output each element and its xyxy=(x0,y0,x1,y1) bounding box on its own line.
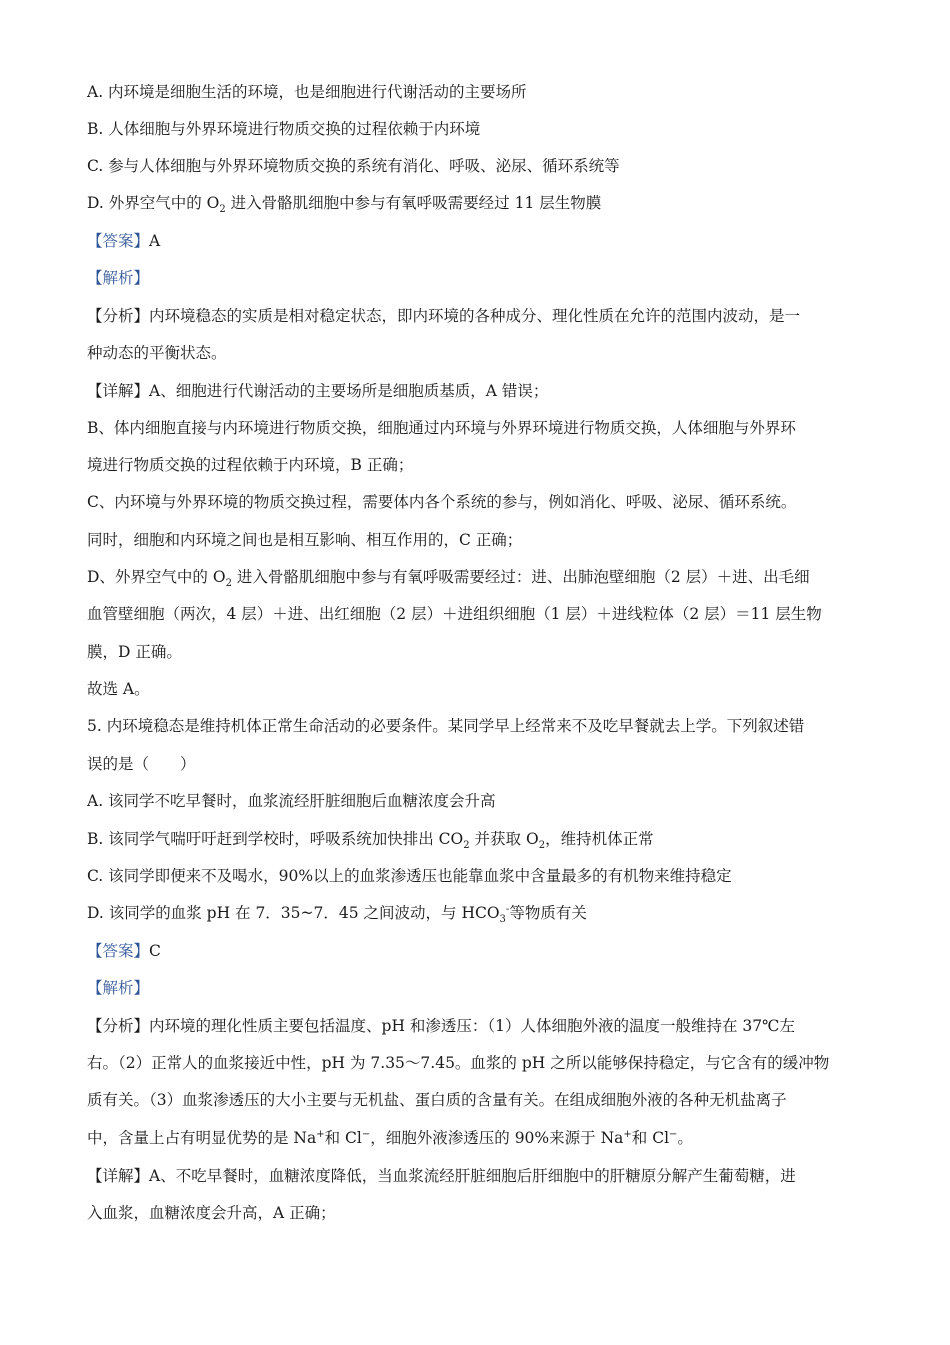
q4-jiexi xyxy=(87,268,149,288)
answer-tag: 【答案】 xyxy=(87,232,150,250)
q5-stem-line-1: 5. 内环境稳态是维持机体正常生命活动的必要条件。某同学早上经常来不及吃早餐就去上学。下列叙述错 xyxy=(87,717,805,735)
q4-detail-d3: 膜，D 正确。 xyxy=(87,643,182,661)
q4-option-a: A. 内环境是细胞生活的环境，也是细胞进行代谢活动的主要场所 xyxy=(87,83,527,101)
fenxi-tag: 【分析】 xyxy=(87,1017,150,1035)
q4-detail-d2: 血管壁细胞（两次，4 层）＋进、出红细胞（2 层）＋进组织细胞（1 层）＋进线粒体（2 层）＝11 层生物 xyxy=(87,605,822,623)
q4-detail-c2: 同时，细胞和内环境之间也是相互影响、相互作用的，C 正确； xyxy=(87,531,523,549)
fenxi-tag: 【分析】 xyxy=(87,307,150,325)
q5-fenxi-line-1: 【分析】内环境的理化性质主要包括温度、pH 和渗透压：（1）人体细胞外液的温度一般维持在 37℃左 xyxy=(87,1017,795,1035)
q4-detail-b1: B、体内细胞直接与内环境进行物质交换，细胞通过内环境与外界环境进行物质交换，人体细胞与外界环 xyxy=(87,419,796,437)
q5-option-a: A. 该同学不吃早餐时，血浆流经肝脏细胞后血糖浓度会升高 xyxy=(87,792,496,810)
q4-answer: 【答案】A xyxy=(87,232,161,250)
q4-detail-c1: C、内环境与外界环境的物质交换过程，需要体内各个系统的参与，例如消化、呼吸、泌尿、循环系统。 xyxy=(87,493,797,511)
q4-detail-b2: 境进行物质交换的过程依赖于内环境，B 正确； xyxy=(87,456,414,474)
answer-tag: 【答案】 xyxy=(87,942,150,960)
q4-conclusion: 故选 A。 xyxy=(87,680,150,698)
q4-option-c: C. 参与人体细胞与外界环境物质交换的系统有消化、呼吸、泌尿、循环系统等 xyxy=(87,157,620,175)
q4-option-d: D. 外界空气中的 $O_2$ 进入骨骼肌细胞中参与有氧呼吸需要经过 11 层生物膜 xyxy=(87,194,602,216)
q4-detail-a: 【详解】A、细胞进行代谢活动的主要场所是细胞质基质，A 错误； xyxy=(87,382,549,400)
q4-option-b: B. 人体细胞与外界环境进行物质交换的过程依赖于内环境 xyxy=(87,120,481,138)
xiangjie-tag: 【详解】 xyxy=(87,1167,150,1185)
xiangjie-tag: 【详解】 xyxy=(87,382,150,400)
q5-stem-line-2: 误的是（ ） xyxy=(87,755,196,773)
q5-jiexi xyxy=(87,978,149,998)
q5-fenxi-line-4: 中，含量上占有明显优势的是 Na+和 Cl−，细胞外液渗透压的 90%来源于 Na+和 Cl−。 xyxy=(87,1128,693,1147)
q5-option-b: B. 该同学气喘吁吁赶到学校时，呼吸系统加快排出 $CO_2$ 并获取 $O_2$，维持机体正常 xyxy=(87,830,654,852)
q4-fenxi-line-1: 【分析】内环境稳态的实质是相对稳定状态，即内环境的各种成分、理化性质在允许的范围内波动，是一 xyxy=(87,307,801,325)
q5-answer: 【答案】C xyxy=(87,942,161,960)
jiexi-tag: 【解析】 xyxy=(87,979,150,997)
q5-fenxi-line-2: 右。（2）正常人的血浆接近中性，pH 为 7.35～7.45。血浆的 pH 之所以能够保持稳定，与它含有的缓冲物 xyxy=(87,1054,830,1072)
q4-fenxi-line-2: 种动态的平衡状态。 xyxy=(87,344,227,362)
q4-detail-d1: D、外界空气中的 $O_2$ 进入骨骼肌细胞中参与有氧呼吸需要经过：进、出肺泡壁细胞（2 层）＋进、出毛细 xyxy=(87,568,810,590)
q5-detail-a1: 【详解】A、不吃早餐时，血糖浓度降低，当血浆流经肝脏细胞后肝细胞中的肝糖原分解产生葡萄糖，进 xyxy=(87,1167,796,1185)
q5-detail-a2: 入血浆，血糖浓度会升高，A 正确； xyxy=(87,1204,336,1222)
q5-option-c: C. 该同学即便来不及喝水，90%以上的血浆渗透压也能靠血浆中含量最多的有机物来维持稳定 xyxy=(87,867,732,885)
q5-option-d: D. 该同学的血浆 pH 在 7．35~7．45 之间波动，与 $HCO_3^-$等物质有关 xyxy=(87,903,587,926)
q5-fenxi-line-3: 质有关。（3）血浆渗透压的大小主要与无机盐、蛋白质的含量有关。在组成细胞外液的各种无机盐离子 xyxy=(87,1091,787,1109)
jiexi-tag: 【解析】 xyxy=(87,269,150,287)
